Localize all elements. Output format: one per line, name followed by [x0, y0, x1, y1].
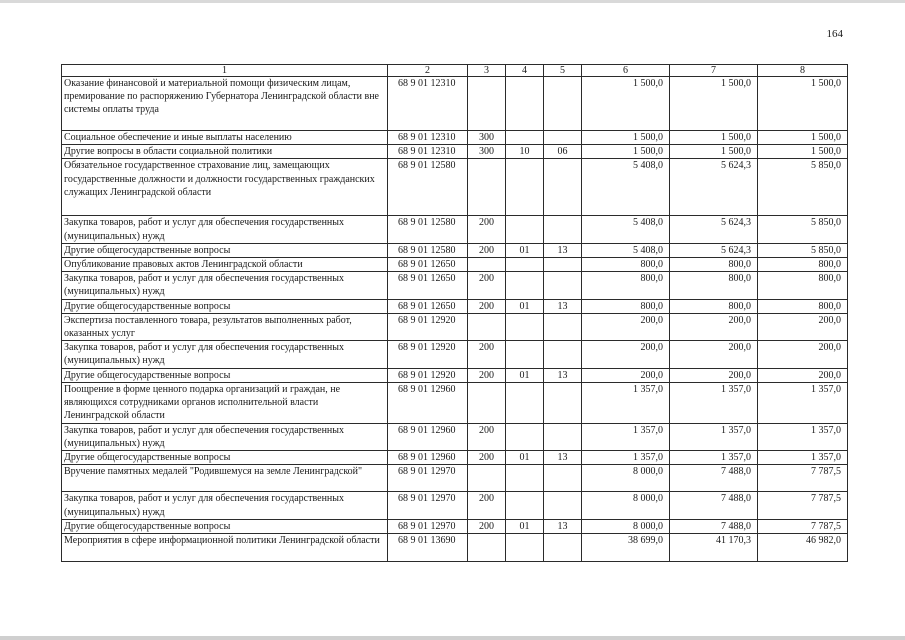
row-col5-cell: [544, 216, 582, 243]
row-col3-cell: 200: [468, 216, 506, 243]
row-col4-cell: [506, 423, 544, 450]
row-name-cell: Опубликование правовых актов Ленинградской области: [62, 258, 388, 272]
row-col3-cell: 300: [468, 131, 506, 145]
scan-edge-bottom: [0, 636, 905, 640]
table-row: [62, 77, 848, 131]
row-name-cell: Другие общегосударственные вопросы: [62, 451, 388, 465]
row-code-cell: 68 9 01 12580: [388, 216, 468, 243]
row-col3-cell: [468, 313, 506, 340]
row-value6-cell: 800,0: [582, 258, 670, 272]
table-row: [62, 145, 848, 159]
row-col3-cell: 300: [468, 145, 506, 159]
row-value7-cell: 200,0: [670, 313, 758, 340]
row-value8-cell: 46 982,0: [758, 534, 848, 562]
row-col4-cell: [506, 272, 544, 299]
row-col3-cell: 200: [468, 368, 506, 382]
row-name-cell: Оказание финансовой и материальной помощи физическим лицам, премирование по распоряжению Губернатора Ленинградской области вне системы оплаты труда: [62, 77, 388, 131]
row-value7-cell: 1 500,0: [670, 77, 758, 131]
row-col5-cell: [544, 534, 582, 562]
row-col5-cell: 13: [544, 299, 582, 313]
header-cell: 2: [388, 65, 468, 77]
scan-edge-top: [0, 0, 905, 3]
row-col5-cell: [544, 159, 582, 216]
row-value7-cell: 200,0: [670, 341, 758, 368]
row-value8-cell: 1 357,0: [758, 382, 848, 423]
row-value6-cell: 8 000,0: [582, 519, 670, 533]
budget-table: [61, 64, 848, 562]
row-col5-cell: 13: [544, 243, 582, 257]
table-row: [62, 519, 848, 533]
row-code-cell: 68 9 01 12310: [388, 131, 468, 145]
row-code-cell: 68 9 01 12920: [388, 368, 468, 382]
table-row: [62, 451, 848, 465]
row-value8-cell: 5 850,0: [758, 243, 848, 257]
row-value6-cell: 1 500,0: [582, 131, 670, 145]
row-col4-cell: 01: [506, 299, 544, 313]
row-col4-cell: [506, 341, 544, 368]
row-col4-cell: [506, 313, 544, 340]
table-row: [62, 159, 848, 216]
table-row: [62, 299, 848, 313]
row-name-cell: Закупка товаров, работ и услуг для обеспечения государственных (муниципальных) нужд: [62, 272, 388, 299]
row-value7-cell: 7 488,0: [670, 492, 758, 519]
row-value6-cell: 1 500,0: [582, 145, 670, 159]
row-value6-cell: 5 408,0: [582, 159, 670, 216]
row-col5-cell: [544, 313, 582, 340]
row-col4-cell: [506, 77, 544, 131]
row-col3-cell: 200: [468, 423, 506, 450]
row-name-cell: Закупка товаров, работ и услуг для обеспечения государственных (муниципальных) нужд: [62, 216, 388, 243]
row-col3-cell: 200: [468, 243, 506, 257]
table-row: [62, 258, 848, 272]
row-col4-cell: 01: [506, 243, 544, 257]
row-code-cell: 68 9 01 12650: [388, 272, 468, 299]
row-name-cell: Экспертиза поставленного товара, результатов выполненных работ, оказанных услуг: [62, 313, 388, 340]
table-row: [62, 368, 848, 382]
table-row: [62, 216, 848, 243]
table-row: [62, 131, 848, 145]
row-value8-cell: 1 357,0: [758, 423, 848, 450]
row-col5-cell: [544, 492, 582, 519]
row-name-cell: Мероприятия в сфере информационной политики Ленинградской области: [62, 534, 388, 562]
table-row: [62, 423, 848, 450]
row-code-cell: 68 9 01 12920: [388, 313, 468, 340]
row-value8-cell: 1 357,0: [758, 451, 848, 465]
row-value7-cell: 800,0: [670, 299, 758, 313]
row-col4-cell: 10: [506, 145, 544, 159]
row-value8-cell: 800,0: [758, 299, 848, 313]
row-value7-cell: 5 624,3: [670, 243, 758, 257]
row-value8-cell: 1 500,0: [758, 77, 848, 131]
row-value6-cell: 8 000,0: [582, 492, 670, 519]
row-value8-cell: 200,0: [758, 368, 848, 382]
row-value7-cell: 200,0: [670, 368, 758, 382]
row-name-cell: Закупка товаров, работ и услуг для обеспечения государственных (муниципальных) нужд: [62, 423, 388, 450]
row-value6-cell: 1 357,0: [582, 382, 670, 423]
row-col5-cell: [544, 465, 582, 492]
row-name-cell: Поощрение в форме ценного подарка организаций и граждан, не являющихся сотрудниками органов исполнительной власти Ленинградской области: [62, 382, 388, 423]
row-value6-cell: 1 357,0: [582, 451, 670, 465]
row-col4-cell: [506, 258, 544, 272]
row-code-cell: 68 9 01 12310: [388, 145, 468, 159]
row-col5-cell: 13: [544, 519, 582, 533]
table-row: [62, 341, 848, 368]
row-col5-cell: 06: [544, 145, 582, 159]
row-col5-cell: [544, 77, 582, 131]
row-value8-cell: 5 850,0: [758, 216, 848, 243]
row-name-cell: Вручение памятных медалей "Родившемуся на земле Ленинградской": [62, 465, 388, 492]
row-value8-cell: 7 787,5: [758, 492, 848, 519]
row-value8-cell: 200,0: [758, 313, 848, 340]
table-row: [62, 534, 848, 562]
row-code-cell: 68 9 01 12920: [388, 341, 468, 368]
row-value6-cell: 5 408,0: [582, 216, 670, 243]
row-code-cell: 68 9 01 12580: [388, 159, 468, 216]
table-row: [62, 492, 848, 519]
row-col3-cell: 200: [468, 341, 506, 368]
row-value7-cell: 1 357,0: [670, 451, 758, 465]
row-name-cell: Социальное обеспечение и иные выплаты населению: [62, 131, 388, 145]
row-col5-cell: 13: [544, 368, 582, 382]
row-name-cell: Другие общегосударственные вопросы: [62, 243, 388, 257]
row-value8-cell: 200,0: [758, 341, 848, 368]
row-col3-cell: [468, 258, 506, 272]
row-col3-cell: [468, 382, 506, 423]
table-row: [62, 382, 848, 423]
row-value7-cell: 5 624,3: [670, 216, 758, 243]
header-cell: 8: [758, 65, 848, 77]
row-value6-cell: 200,0: [582, 341, 670, 368]
row-col5-cell: [544, 272, 582, 299]
row-code-cell: 68 9 01 12310: [388, 77, 468, 131]
row-col4-cell: [506, 465, 544, 492]
row-value6-cell: 800,0: [582, 272, 670, 299]
table-row: [62, 272, 848, 299]
header-cell: 7: [670, 65, 758, 77]
row-value8-cell: 1 500,0: [758, 131, 848, 145]
row-value7-cell: 7 488,0: [670, 519, 758, 533]
row-value7-cell: 1 357,0: [670, 382, 758, 423]
row-col3-cell: [468, 159, 506, 216]
row-col4-cell: [506, 382, 544, 423]
row-name-cell: Другие общегосударственные вопросы: [62, 368, 388, 382]
row-code-cell: 68 9 01 12970: [388, 519, 468, 533]
row-code-cell: 68 9 01 12970: [388, 492, 468, 519]
row-col3-cell: 200: [468, 451, 506, 465]
row-code-cell: 68 9 01 12970: [388, 465, 468, 492]
table-row: [62, 243, 848, 257]
row-col4-cell: [506, 534, 544, 562]
row-value8-cell: 5 850,0: [758, 159, 848, 216]
row-value6-cell: 5 408,0: [582, 243, 670, 257]
row-code-cell: 68 9 01 12650: [388, 299, 468, 313]
table-row: [62, 465, 848, 492]
row-value6-cell: 800,0: [582, 299, 670, 313]
row-col3-cell: [468, 465, 506, 492]
row-name-cell: Другие общегосударственные вопросы: [62, 519, 388, 533]
header-row: [62, 65, 848, 77]
row-col5-cell: [544, 382, 582, 423]
header-cell: 3: [468, 65, 506, 77]
row-value7-cell: 41 170,3: [670, 534, 758, 562]
row-value6-cell: 200,0: [582, 368, 670, 382]
row-value8-cell: 800,0: [758, 258, 848, 272]
row-code-cell: 68 9 01 12580: [388, 243, 468, 257]
header-cell: 1: [62, 65, 388, 77]
row-value8-cell: 800,0: [758, 272, 848, 299]
row-col5-cell: [544, 423, 582, 450]
row-col4-cell: [506, 216, 544, 243]
row-col5-cell: [544, 258, 582, 272]
row-code-cell: 68 9 01 12960: [388, 382, 468, 423]
row-col3-cell: [468, 534, 506, 562]
row-col5-cell: 13: [544, 451, 582, 465]
row-value8-cell: 7 787,5: [758, 519, 848, 533]
row-value7-cell: 800,0: [670, 258, 758, 272]
row-name-cell: Закупка товаров, работ и услуг для обеспечения государственных (муниципальных) нужд: [62, 341, 388, 368]
row-col3-cell: 200: [468, 272, 506, 299]
row-value6-cell: 8 000,0: [582, 465, 670, 492]
row-col3-cell: 200: [468, 519, 506, 533]
row-value6-cell: 1 357,0: [582, 423, 670, 450]
row-col3-cell: 200: [468, 299, 506, 313]
row-name-cell: Закупка товаров, работ и услуг для обеспечения государственных (муниципальных) нужд: [62, 492, 388, 519]
row-value6-cell: 1 500,0: [582, 77, 670, 131]
row-col4-cell: [506, 131, 544, 145]
row-code-cell: 68 9 01 12960: [388, 423, 468, 450]
row-code-cell: 68 9 01 12960: [388, 451, 468, 465]
row-value7-cell: 5 624,3: [670, 159, 758, 216]
row-col5-cell: [544, 341, 582, 368]
row-value7-cell: 1 357,0: [670, 423, 758, 450]
header-cell: 6: [582, 65, 670, 77]
table-row: [62, 313, 848, 340]
page-number: 164: [826, 28, 843, 40]
row-col4-cell: 01: [506, 368, 544, 382]
row-code-cell: 68 9 01 12650: [388, 258, 468, 272]
row-value7-cell: 800,0: [670, 272, 758, 299]
row-col5-cell: [544, 131, 582, 145]
header-cell: 5: [544, 65, 582, 77]
row-col4-cell: [506, 159, 544, 216]
row-value8-cell: 1 500,0: [758, 145, 848, 159]
header-cell: 4: [506, 65, 544, 77]
row-value6-cell: 200,0: [582, 313, 670, 340]
row-col4-cell: 01: [506, 451, 544, 465]
row-value8-cell: 7 787,5: [758, 465, 848, 492]
row-value6-cell: 38 699,0: [582, 534, 670, 562]
row-value7-cell: 1 500,0: [670, 145, 758, 159]
row-value7-cell: 1 500,0: [670, 131, 758, 145]
row-col4-cell: [506, 492, 544, 519]
row-col3-cell: 200: [468, 492, 506, 519]
row-col4-cell: 01: [506, 519, 544, 533]
row-name-cell: Другие вопросы в области социальной политики: [62, 145, 388, 159]
row-value7-cell: 7 488,0: [670, 465, 758, 492]
row-col3-cell: [468, 77, 506, 131]
row-name-cell: Другие общегосударственные вопросы: [62, 299, 388, 313]
row-name-cell: Обязательное государственное страхование лиц, замещающих государственные должности и должности государственных гражданских служащих Ленинградской области: [62, 159, 388, 216]
row-code-cell: 68 9 01 13690: [388, 534, 468, 562]
